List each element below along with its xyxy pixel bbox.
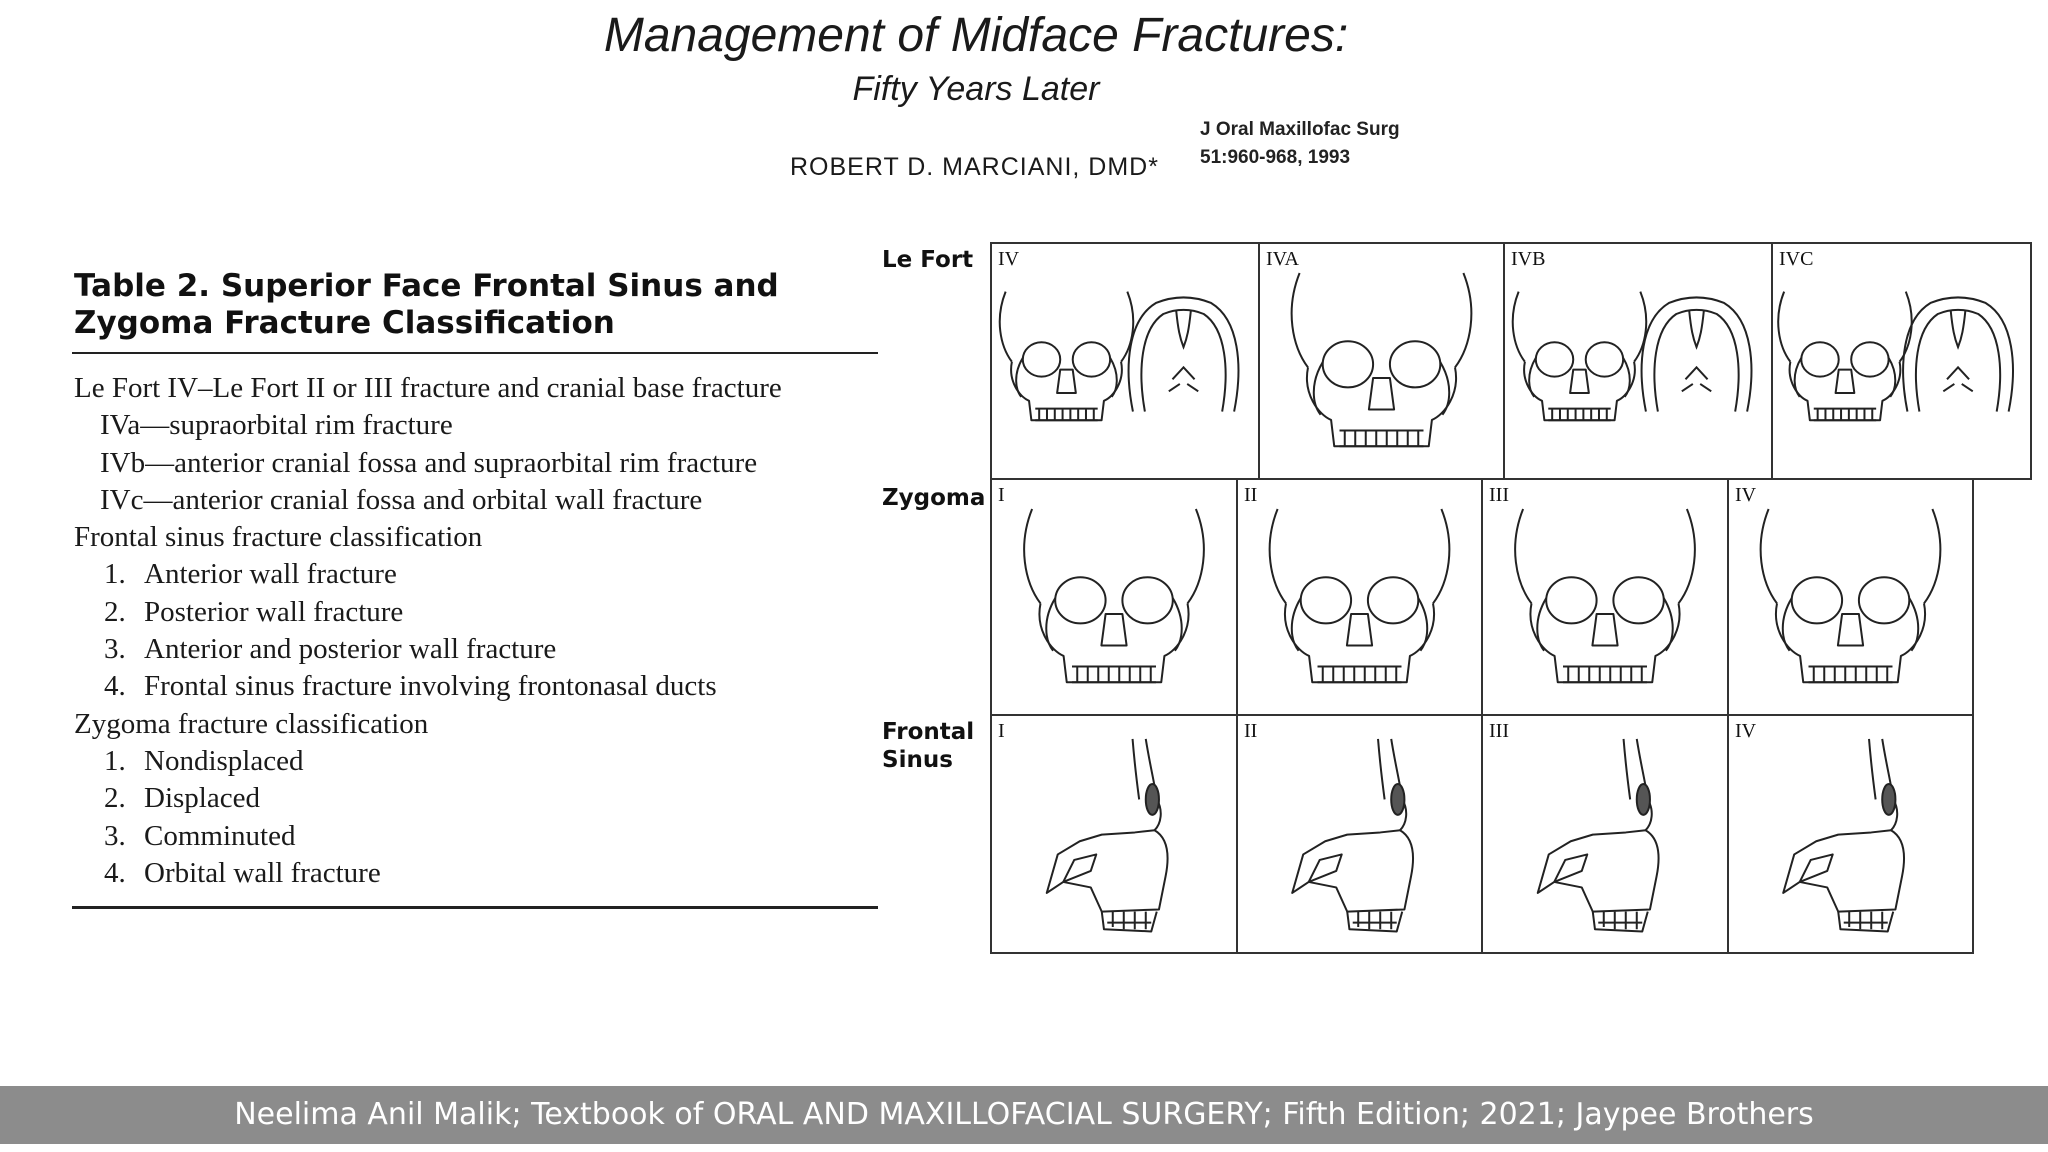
skull-lateral-view: [992, 716, 1236, 952]
item-text: Nondisplaced: [144, 744, 304, 777]
paper-author: ROBERT D. MARCIANI, DMD*: [790, 153, 1159, 181]
lefort-heading: Le Fort IV–Le Fort II or III fracture and cranial base fracture: [74, 372, 782, 404]
frontal-sinus-cell-iv: [1727, 714, 1974, 954]
cell-label: I: [998, 720, 1005, 742]
frontal-sinus-cell-i: [990, 714, 1238, 954]
lefort-cell-iva: [1258, 242, 1505, 480]
cell-label: IV: [1735, 720, 1757, 742]
frontal-sinus-cell-iii: [1481, 714, 1729, 954]
cell-label: II: [1244, 720, 1258, 742]
zygoma-cell-i: [990, 478, 1238, 716]
frontal-item: [72, 631, 878, 668]
zygoma-item: [72, 780, 878, 817]
item-number: 1.: [104, 744, 126, 777]
table-title-line-1: Table 2. Superior Face Frontal Sinus and: [74, 268, 779, 304]
skull-frontal-and-cranial-view: [1773, 244, 2030, 478]
paper-subtitle: Fifty Years Later: [852, 70, 1100, 108]
journal-reference: [1200, 116, 1400, 172]
zygoma-item: [72, 743, 878, 780]
cell-label: IVC: [1779, 248, 1814, 270]
item-text: Posterior wall fracture: [144, 595, 404, 628]
row-label-frontal-line-1: Frontal: [882, 719, 975, 745]
skull-lateral-view: [1729, 716, 1972, 952]
item-text: Anterior and posterior wall fracture: [144, 633, 557, 666]
item-text: Frontal sinus fracture involving frontonasal ducts: [144, 670, 717, 703]
table-title: [72, 268, 878, 354]
row-label-lefort: Le Fort: [882, 247, 974, 273]
skull-frontal-view: [1260, 244, 1503, 478]
skull-frontal-view: [992, 480, 1236, 714]
zygoma-cell-iii: [1481, 478, 1729, 716]
citation-footer: Neelima Anil Malik; Textbook of ORAL AND MAXILLOFACIAL SURGERY; Fifth Edition; 2021; Jaypee Brothers: [0, 1086, 2048, 1144]
item-text: Anterior wall fracture: [144, 558, 397, 591]
lefort-cell-ivb: [1503, 242, 1773, 480]
row-label-zygoma: Zygoma: [882, 485, 986, 511]
cell-label: III: [1489, 720, 1509, 742]
zygoma-item: [72, 855, 878, 892]
skull-lateral-view: [1238, 716, 1481, 952]
cell-label: III: [1489, 484, 1509, 506]
zygoma-cell-iv: [1727, 478, 1974, 716]
item-number: 1.: [104, 558, 126, 591]
item-number: 2.: [104, 595, 126, 628]
frontal-item: [72, 594, 878, 631]
row-label-frontal-sinus: [882, 718, 974, 774]
frontal-item: [72, 668, 878, 705]
skull-frontal-view: [1238, 480, 1481, 714]
zygoma-heading: Zygoma fracture classification: [74, 707, 429, 740]
cell-label: I: [998, 484, 1005, 506]
frontal-item: [72, 556, 878, 593]
item-text: Orbital wall fracture: [144, 856, 381, 889]
item-number: 3.: [104, 819, 126, 852]
frontal-heading: Frontal sinus fracture classification: [74, 521, 483, 554]
cell-label: IV: [1735, 484, 1757, 506]
lefort-item: IVc—anterior cranial fossa and orbital wall fracture: [100, 483, 703, 516]
cell-label: IV: [998, 248, 1020, 270]
table-body: [72, 354, 878, 909]
table-title-line-2: Zygoma Fracture Classification: [74, 305, 615, 341]
item-number: 4.: [104, 856, 126, 889]
lefort-cell-iv: [990, 242, 1260, 480]
journal-volume: 51:960-968, 1993: [1200, 147, 1351, 168]
item-number: 2.: [104, 782, 126, 815]
cell-label: IVB: [1511, 248, 1546, 270]
row-label-frontal-line-2: Sinus: [882, 747, 953, 773]
frontal-sinus-cell-ii: [1236, 714, 1483, 954]
item-text: Displaced: [144, 782, 260, 815]
skull-frontal-and-cranial-view: [992, 244, 1258, 478]
paper-title: Management of Midface Fractures:: [603, 9, 1349, 62]
lefort-cell-ivc: [1771, 242, 2032, 480]
journal-name: J Oral Maxillofac Surg: [1200, 119, 1400, 140]
skull-lateral-view: [1483, 716, 1727, 952]
item-text: Comminuted: [144, 819, 296, 852]
lefort-item: IVb—anterior cranial fossa and supraorbital rim fracture: [100, 446, 758, 479]
skull-frontal-view: [1729, 480, 1972, 714]
item-number: 4.: [104, 670, 126, 703]
zygoma-cell-ii: [1236, 478, 1483, 716]
lefort-item: IVa—supraorbital rim fracture: [100, 409, 453, 442]
skull-frontal-view: [1483, 480, 1727, 714]
zygoma-item: [72, 818, 878, 855]
skull-frontal-and-cranial-view: [1505, 244, 1771, 478]
cell-label: II: [1244, 484, 1258, 506]
cell-label: IVA: [1266, 248, 1299, 270]
classification-table: [72, 268, 878, 909]
item-number: 3.: [104, 633, 126, 666]
